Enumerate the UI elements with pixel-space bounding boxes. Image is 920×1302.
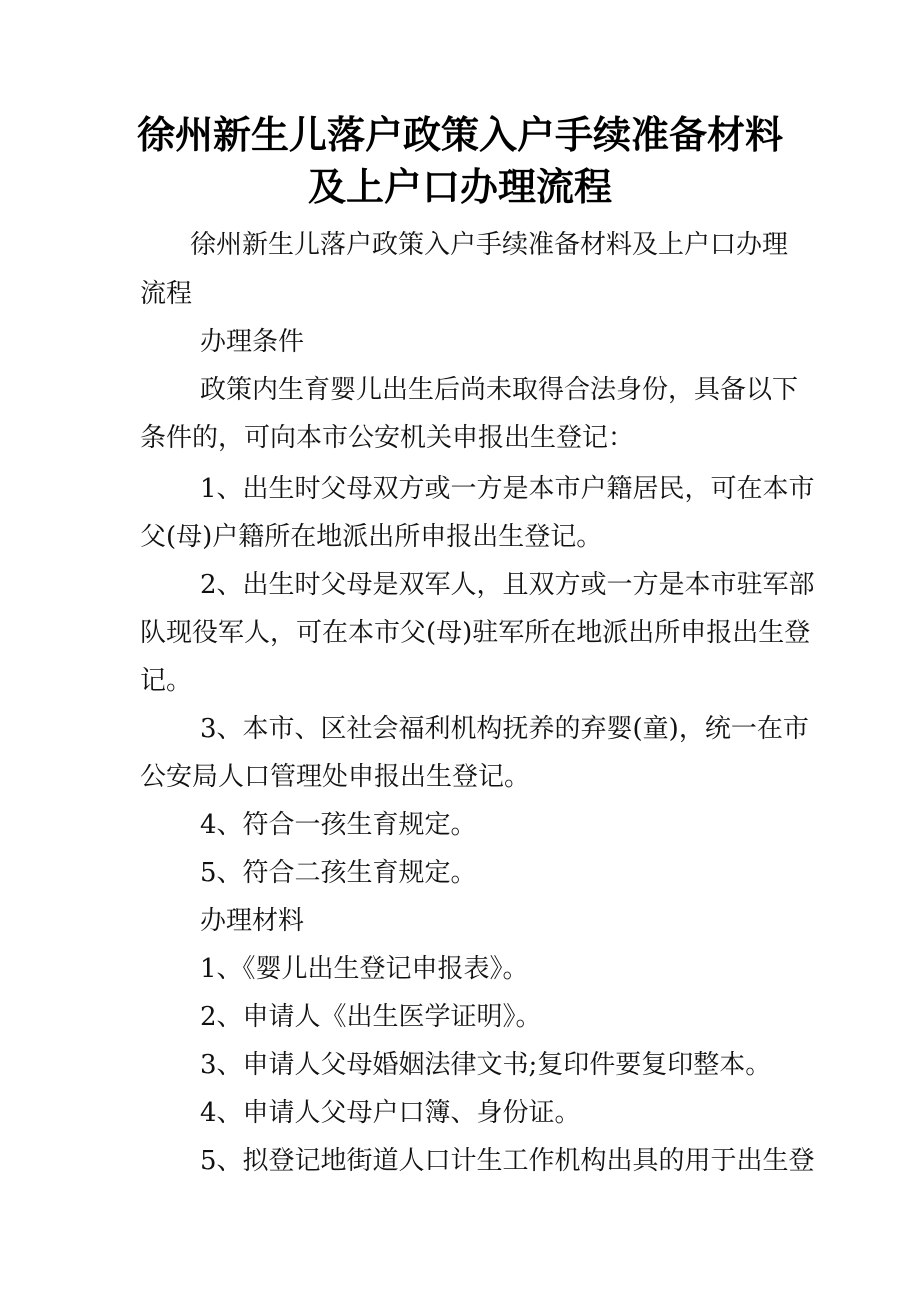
material-3: 3、申请人父母婚姻法律文书;复印件要复印整本。 (200, 1050, 772, 1080)
conditions-intro-line-2: 条件的，可向本市公安机关申报出生登记： (140, 423, 635, 453)
condition-5: 5、符合二孩生育规定。 (200, 858, 477, 888)
condition-2-line-2: 队现役军人，可在本市父(母)驻军所在地派出所申报出生登 (140, 618, 811, 648)
document-title-line-2: 及上户口办理流程 (307, 164, 612, 209)
material-1: 1、《婴儿出生登记申报表》。 (200, 954, 529, 984)
condition-2-line-1: 2、出生时父母是双军人，且双方或一方是本市驻军部 (200, 570, 815, 600)
condition-3-line-2: 公安局人口管理处申报出生登记。 (140, 762, 531, 792)
intro-paragraph-line-2: 流程 (140, 279, 193, 309)
material-2: 2、申请人《出生医学证明》。 (200, 1002, 542, 1032)
material-4: 4、申请人父母户口簿、身份证。 (200, 1098, 581, 1128)
condition-1-line-1: 1、出生时父母双方或一方是本市户籍居民，可在本市 (200, 474, 815, 504)
document-title-line-1: 徐州新生儿落户政策入户手续准备材料 (136, 112, 783, 157)
section-heading-materials: 办理材料 (200, 906, 305, 936)
condition-2-line-3: 记。 (140, 666, 193, 696)
condition-3-line-1: 3、本市、区社会福利机构抚养的弃婴(童)，统一在市 (200, 714, 809, 744)
condition-1-line-2: 父(母)户籍所在地派出所申报出生登记。 (140, 522, 603, 552)
material-5: 5、拟登记地街道人口计生工作机构出具的用于出生登 (200, 1146, 815, 1176)
intro-paragraph-line-1: 徐州新生儿落户政策入户手续准备材料及上户口办理 (190, 230, 789, 260)
condition-4: 4、符合一孩生育规定。 (200, 810, 477, 840)
section-heading-conditions: 办理条件 (200, 327, 305, 357)
conditions-intro-line-1: 政策内生育婴儿出生后尚未取得合法身份，具备以下 (200, 375, 799, 405)
